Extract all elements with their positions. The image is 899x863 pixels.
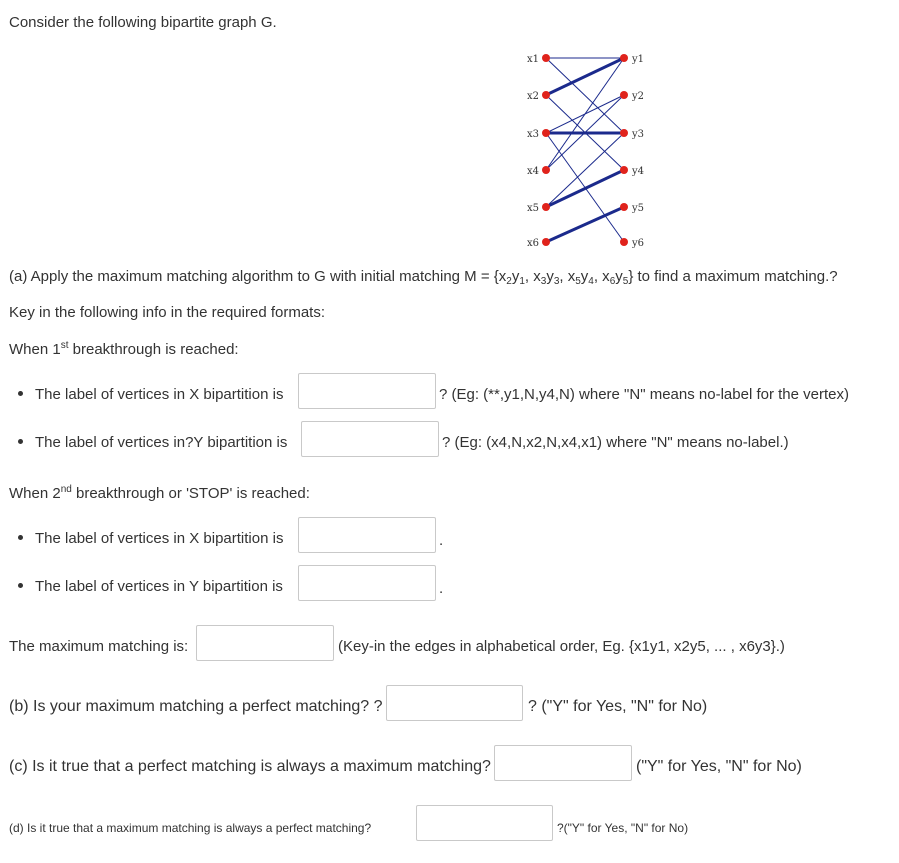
bullet-icon [18,583,23,588]
second-x-label-input[interactable] [298,517,436,553]
part-a-question [9,268,838,287]
label-x4: x4 [527,166,540,177]
label-x5: x5 [527,203,540,214]
period-1: . [439,532,444,549]
max-matching-hint: (Key-in the edges in alphabetical order, Eg. {x1y1, x2y5, ... , x6y3}.) [338,638,785,655]
part-c-question: (c) Is it true that a perfect matching is always a maximum matching? [9,758,491,775]
label-y1: y1 [632,54,645,65]
matching-edge-x2y1 [546,58,624,95]
max-matching-input[interactable] [196,625,334,661]
vertex-y1 [620,54,628,62]
part-b-hint: ? ("Y" for Yes, "N" for No) [528,698,708,715]
first-x-label-hint: ? (Eg: (**,y1,N,y4,N) where "N" means no-label for the vertex) [439,386,849,403]
matching-edge-x5y4 [546,170,624,207]
first-y-label-input[interactable] [301,421,439,457]
edge-x5y3 [546,133,624,207]
vertex-x4 [542,166,550,174]
label-x3: x3 [527,129,540,140]
q-second-y-label [18,578,283,595]
part-d-input[interactable] [416,805,553,841]
first-breakthrough-heading: When 1st breakthrough is reached: [9,340,239,358]
part-b-input[interactable] [386,685,523,721]
first-x-label-input[interactable] [298,373,436,409]
vertex-x5 [542,203,550,211]
bullet-icon [18,535,23,540]
bullet-icon [18,439,23,444]
matching-edge-x6y5 [546,207,624,242]
vertex-y5 [620,203,628,211]
part-c-hint: ("Y" for Yes, "N" for No) [636,758,802,775]
label-y3: y3 [632,129,645,140]
label-x6: x6 [527,238,540,249]
label-x2: x2 [527,91,540,102]
q-second-y-text: The label of vertices in Y bipartition is [35,578,283,595]
bullet-icon [18,391,23,396]
q-first-y-label [18,434,287,451]
label-y6: y6 [632,238,645,249]
max-matching-label: The maximum matching is: [9,638,189,655]
vertex-x6 [542,238,550,246]
edge-x1y3 [546,58,624,133]
q-first-x-label [18,386,283,403]
label-y4: y4 [632,166,645,177]
part-c-input[interactable] [494,745,632,781]
q-first-y-text: The label of vertices in?Y bipartition is [35,434,288,451]
vertex-y3 [620,129,628,137]
bipartite-graph [520,50,680,250]
vertex-y4 [620,166,628,174]
graph-thin-edges [546,58,624,242]
period-2: . [439,580,444,597]
part-a-prefix: (a) Apply the maximum matching algorithm to G with initial matching M = { [9,268,499,285]
second-breakthrough-heading: When 2nd breakthrough or 'STOP' is reached: [9,484,310,502]
vertex-y2 [620,91,628,99]
label-x1: x1 [527,54,540,65]
vertex-x1 [542,54,550,62]
second-y-label-input[interactable] [298,565,436,601]
first-y-label-hint: ? (Eg: (x4,N,x2,N,x4,x1) where "N" means no-label.) [442,434,789,451]
part-d-hint: ?("Y" for Yes, "N" for No) [557,821,689,835]
label-y2: y2 [632,91,645,102]
edge-x4y1 [546,58,624,170]
part-a-suffix: } to find a maximum matching.? [628,268,838,285]
label-y5: y5 [632,203,645,214]
part-b-question: (b) Is your maximum matching a perfect matching? ? [9,698,383,715]
q-second-x-label [18,530,283,547]
vertex-y6 [620,238,628,246]
part-d-question: (d) Is it true that a maximum matching is always a perfect matching? [9,821,372,835]
q-second-x-text: The label of vertices in X bipartition is [35,530,284,547]
intro-text: Consider the following bipartite graph G. [9,14,277,31]
initial-matching: $x_2y_1$, $x_3y_3$, $x_5y_4$, $x_6y_5$ [498,268,629,287]
vertex-x2 [542,91,550,99]
instructions-text: Key in the following info in the required formats: [9,304,326,321]
q-first-x-text: The label of vertices in X bipartition is [35,386,284,403]
vertex-x3 [542,129,550,137]
